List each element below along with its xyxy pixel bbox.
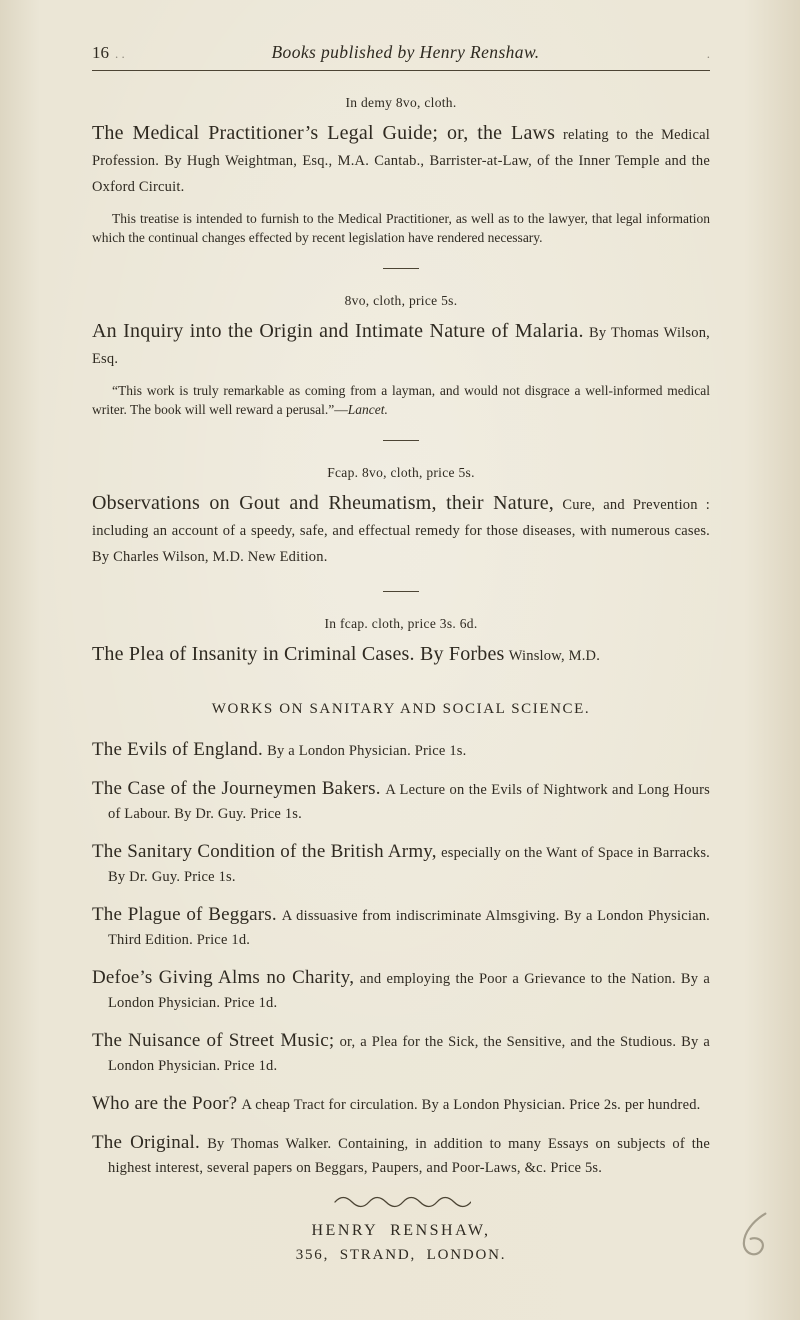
foxing-dots: . . [115,46,125,61]
entry-title-lead: The Plea of Insanity in Criminal Cases. By Forbes [92,643,505,665]
pencil-mark-icon [730,1206,774,1267]
review-quote [92,381,710,419]
pamphlet-detail: By a London Physician. Price 1s. [267,743,467,759]
pamphlet-detail: especially on the Want of Space in Barracks. By Dr. Guy. Price 1s. [108,845,711,885]
pamphlet-item [92,1131,710,1180]
entry-title [92,318,710,372]
review-text: “This work is truly remarkable as coming from a layman, and would not disgrace a well-informed medical writer. The book will well reward a perusal.”— [92,383,710,417]
pamphlet-title: The Plague of Beggars. [92,904,277,925]
entry-description: This treatise is intended to furnish to the Medical Practitioner, as well as to the lawyer, that legal information which the continual changes effected by recent legislation have rendered necessary. [92,211,710,245]
entry-title-rest: Winslow, M.D. [508,648,601,664]
running-title: Books published by Henry Renshaw. [271,42,540,62]
page-content [92,42,710,1264]
pamphlet-item [92,903,710,952]
entry-title-rest: By Thomas Wilson, Esq. [92,325,710,367]
pamphlet-detail: or, a Plea for the Sick, the Sensitive, and the Studious. By a London Physician. Price 1d. [108,1034,710,1074]
page-header [92,42,710,63]
entry-format-line: In demy 8vo, cloth. [345,95,457,110]
pamphlet-title: The Sanitary Condition of the British Army, [92,841,437,862]
pamphlet-detail: A cheap Tract for circulation. By a London Physician. Price 2s. per hundred. [241,1097,701,1113]
pamphlet-title: Defoe’s Giving Alms no Charity, [92,967,355,988]
pamphlet-title: The Nuisance of Street Music; [92,1030,335,1051]
entry-title-lead: Observations on Gout and Rheumatism, their Nature, [92,492,554,514]
pamphlet-detail: and employing the Poor a Grievance to the Nation. By a London Physician. Price 1d. [108,971,711,1011]
entry-divider [383,591,419,592]
pamphlet-item [92,840,710,889]
pamphlet-detail: By Thomas Walker. Containing, in addition to many Essays on subjects of the highest interest, several papers on Beggars, Paupers, and Poor-Laws, &c. Price 5s. [108,1136,711,1176]
entry-title [92,490,710,570]
flourish-divider-icon [92,1194,710,1210]
pamphlet-title: The Case of the Journeymen Bakers. [92,778,381,799]
pamphlet-detail: A dissuasive from indiscriminate Almsgiving. By a London Physician. Third Edition. Price 1d. [108,908,710,948]
entry-title-rest: Cure, and Prevention : including an account of a speedy, safe, and effectual remedy for those diseases, with numerous cases. By Charles Wilson, M.D. New Edition. [92,497,710,565]
entry-divider [383,268,419,269]
pamphlet-item [92,1092,710,1117]
catalog-entry [92,616,710,669]
publisher-address: 356, STRAND, LONDON. [295,1247,507,1263]
stray-mark: . [706,46,710,61]
entry-title-rest: relating to the Medical Profession. By Hugh Weightman, Esq., M.A. Cantab., Barrister-at-Law, of the Inner Temple and the Oxford Circuit. [92,127,710,195]
entry-divider [383,440,419,441]
pamphlet-item [92,966,710,1015]
entry-title [92,641,710,669]
pamphlet-item [92,777,710,826]
catalog-entry [92,293,710,441]
publisher-name: HENRY RENSHAW, [311,1222,491,1239]
pamphlet-item [92,738,710,763]
entry-title [92,120,710,200]
pamphlet-title: Who are the Poor? [92,1093,238,1114]
pamphlet-title: The Original. [92,1132,200,1153]
entry-title-lead: The Medical Practitioner’s Legal Guide; or, the Laws [92,122,556,144]
pamphlet-item [92,1029,710,1078]
section-heading: WORKS ON SANITARY AND SOCIAL SCIENCE. [211,701,591,717]
entry-format-line: In fcap. cloth, price 3s. 6d. [324,616,478,631]
entry-format-line: Fcap. 8vo, cloth, price 5s. [327,465,475,480]
catalog-entry [92,465,710,592]
review-source: Lancet. [347,402,388,417]
header-rule [92,70,710,71]
pamphlet-detail: A Lecture on the Evils of Nightwork and Long Hours of Labour. By Dr. Guy. Price 1s. [108,782,711,822]
page-number: 16 [92,43,109,62]
entry-title-lead: An Inquiry into the Origin and Intimate Nature of Malaria. [92,320,584,342]
catalog-entry [92,95,710,269]
pamphlet-title: The Evils of England. [92,739,263,760]
entry-format-line: 8vo, cloth, price 5s. [344,293,458,308]
